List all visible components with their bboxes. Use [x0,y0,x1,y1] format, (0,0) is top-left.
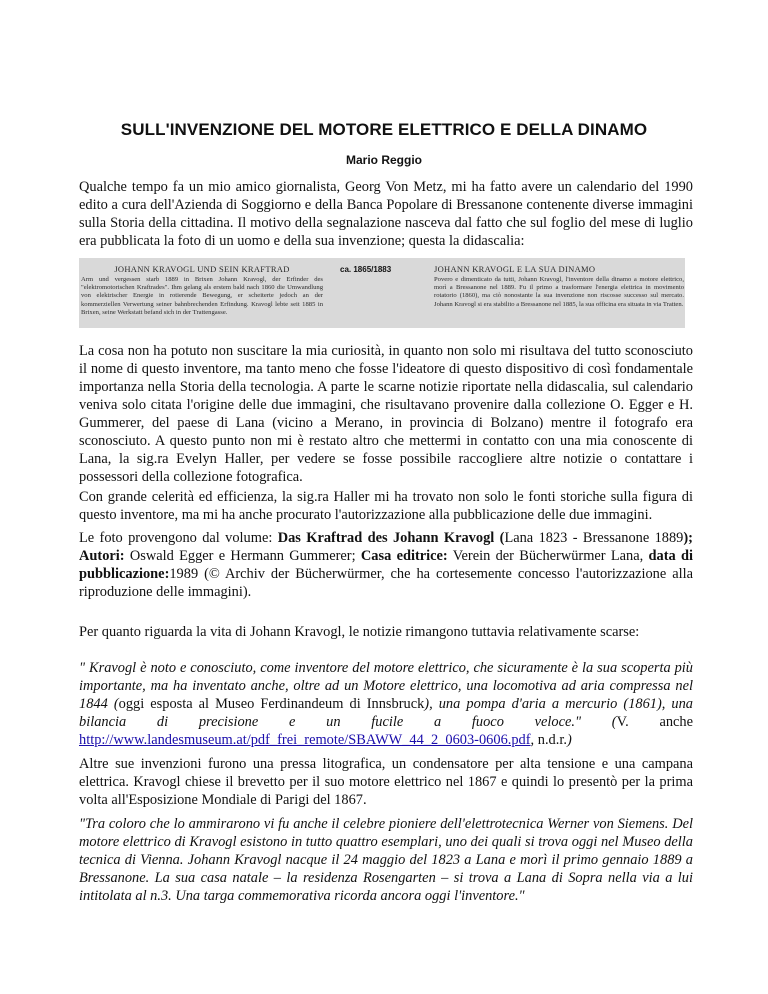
quote1-part-b: oggi esposta al Museo Ferdinandeum di Innsbruck [118,696,425,712]
caption-italian [434,264,684,309]
quote1-part-a: " Kravogl è noto e conosciuto, come inventore del motore elettrico, che sicuramente è la sua scoperta più importante, ma ha inventato anche, oltre ad un Motore elettrico, una locomotiva ad aria compressa nel 1844 ( [79,660,693,712]
page-title: SULL'INVENZIONE DEL MOTORE ELETTRICO E DELLA DINAMO [120,120,648,139]
inventions-paragraph: Altre sue invenzioni furono una pressa litografica, un condensatore per alta tensione e una campana elettrica. Kravogl chiese il brevetto per il suo motore elettrico nel 1867 e quindi lo presentò per la prima volta all'Esposizione Mondiale di Parigi del 1867. [79,756,693,808]
caption-italian-title: JOHANN KRAVOGL E LA SUA DINAMO [434,264,596,274]
source-authors-label: ); Autori: [79,530,693,564]
source-text-5: 1989 (© Archiv der Bücherwürmer, che ha cortesemente concesso l'autorizzazione alla riproduzione delle immagini). [79,566,693,600]
source-paragraph [79,529,693,601]
quote1-part-c: ), una pompa d'aria a mercurio (1861), una bilancia di precisione e un fucile a fuoco veloce." ( [79,696,694,730]
source-text-4: Verein der Bücherwürmer Lana, [447,548,649,564]
source-text-3: Oswald Egger e Hermann Gummerer; [124,548,361,564]
speed-paragraph: Con grande celerità ed efficienza, la sig.ra Haller mi ha trovato non solo le fonti storiche sulla figura di questo inventore, ma mi ha anche procurato l'autorizzazione alla pubblicazione delle due immagini. [79,489,693,523]
caption-german-title: JOHANN KRAVOGL UND SEIN KRAFTRAD [114,264,290,274]
source-text-1: Le foto provengono dal volume: [79,530,278,546]
intro-paragraph: Qualche tempo fa un mio amico giornalista, Georg Von Metz, mi ha fatto avere un calendario del 1990 edito a cura dell'Azienda di Soggiorno e della Banca Popolare di Bressanone contenente diverse immagini sulla Storia della cittadina. Il motivo della segnalazione nasceva dal fatto che sul foglio del mese di luglio era pubblicata la foto di un uomo e della sua invenzione; questa la didascalia: [79,179,693,249]
caption-german [81,264,323,317]
curiosity-paragraph: La cosa non ha potuto non suscitare la mia curiosità, in quanto non solo mi risultava del tutto sconosciuto il nome di questo inventore, ma tanto meno che fosse l'ideatore di questo dispositivo di così fondamentale importanza nella Storia della tecnologia. A parte le scarne notizie riportate nella didascalia, sul calendario veniva solo citata l'origine delle due immagini, che risultavano provenire dalla collezione O. Egger e H. Gummerer, del paese di Lana (vicino a Merano, in provincia di Bolzano) mentre il fotografo era sconosciuto. A questo punto non mi è restato altro che mettermi in contatto con una mia conoscente di Lana, la sig.ra Evelyn Haller, per vedere se fosse possibile raccogliere altre notizie o contattare i possessori della collezione fotografica. [79,343,693,485]
author-name: Mario Reggio [345,153,422,167]
caption-italian-body: Povero e dimenticato da tutti, Johann Kravogl, l'inventore della dinamo a motore elettrico, morì a Bressanone nel 1889. Fu il primo a trasformare l'energia elettrica in movimento rotatorio (1860), ma ciò nonostante la sua invenzione non riscosse successo sul mercato. Johann Kravogl si era stabilito a Bressanone nel 1885, la sua officina era situata in via Tratten. [434,276,684,308]
caption-year: ca. 1865/1883 [340,265,392,274]
quote1-part-d: V. anche [616,714,693,730]
source-publisher-label: Casa editrice: [360,548,448,564]
caption-german-body: Arm und vergessen starb 1889 in Brixen Johann Kravogl, der Erfinder des "elektromotorischen Kraftrades". Ihm gelang als erstem bald nach 1860 die Umwandlung von elektrischer Energie in rotierende Bewegung, er scheiterte jedoch an der kommerziellen Verwertung seiner bahnbrechenden Erfindung. Kravogl lebte seit 1885 in Brixen, seine Werkstatt befand sich in der Trattengasse. [81,276,323,316]
source-text-2: Lana 1823 - Bressanone 1889 [504,530,684,546]
quote1-part-f: ) [566,732,572,748]
source-date-label: data di pubblicazione: [79,548,693,582]
quote1-part-e: , n.d.r. [530,732,567,748]
calendar-caption-image [79,258,685,328]
landesmuseum-link[interactable]: http://www.landesmuseum.at/pdf_frei_remote/SBAWW_44_2_0603-0606.pdf [79,732,531,748]
quote-paragraph-2: "Tra coloro che lo ammirarono vi fu anche il celebre pioniere dell'elettrotecnica Werner von Siemens. Del motore elettrico di Kravogl esistono in tutto quattro esemplari, uno dei quali si trova oggi nel Museo della tecnica di Vienna. Johann Kravogl nacque il 24 maggio del 1823 a Lana e morì il primo gennaio 1889 a Bressanone. La sua casa natale – la residenza Rosengarten – si trova a Lana di Sopra nella via a lui intitolata al n.3. Una targa commemorativa ricorda ancora oggi l'inventore." [79,816,693,904]
source-book-title: Das Kraftrad des Johann Kravogl ( [277,530,505,546]
life-paragraph: Per quanto riguarda la vita di Johann Kravogl, le notizie rimangono tuttavia relativamente scarse: [79,624,640,640]
quote-paragraph-1 [79,659,693,749]
